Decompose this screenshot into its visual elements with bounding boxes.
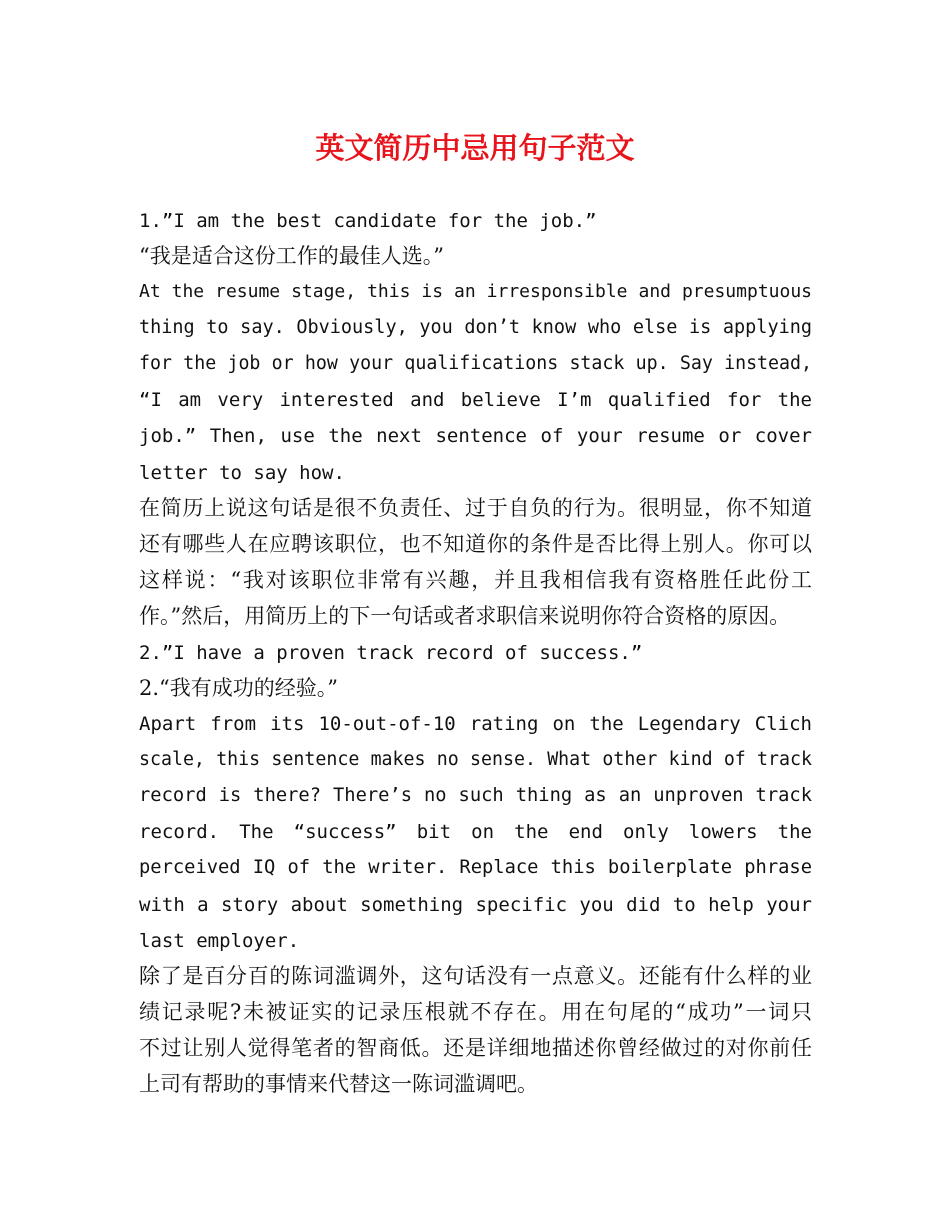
body-line-5: for the job or how your qualifications stack up. Say instead, [139,353,812,374]
body-line-6: “I am very interested and believe I’m qualified for the [139,389,812,411]
body-line-12: 作。”然后，用简历上的下一句话或者求职信来说明你符合资格的原因。 [139,604,791,628]
body-line-24: 不过让别人觉得笔者的智商低。还是详细地描述你曾经做过的对你前任 [139,1036,812,1060]
body-line-14: 2.“我有成功的经验。” [139,676,339,700]
body-line-11: 这样说：“我对该职位非常有兴趣，并且我相信我有资格胜任此份工 [139,568,812,592]
body-line-4: thing to say. Obviously, you don’t know who else is applying [139,317,812,338]
body-line-17: record is there? There’s no such thing as an unproven track [139,785,812,806]
body-line-20: with a story about something specific you did to help your [139,894,812,916]
body-line-13: 2.”I have a proven track record of success.” [139,642,643,664]
body-line-1: 1.”I am the best candidate for the job.” [139,210,597,232]
body-line-15: Apart from its 10-out-of-10 rating on the Legendary Clich [139,713,812,735]
body-line-18: record. The “success” bit on the end only lowers the [139,821,812,843]
body-line-10: 还有哪些人在应聘该职位，也不知道你的条件是否比得上别人。你可以 [139,532,812,556]
body-line-9: 在简历上说这句话是很不负责任、过于自负的行为。很明显，你不知道 [139,496,812,520]
body-line-8: letter to say how. [139,462,345,484]
body-line-25: 上司有帮助的事情来代替这一陈词滥调吧。 [139,1072,538,1096]
body-line-21: last employer. [139,930,300,952]
body-line-22: 除了是百分百的陈词滥调外，这句话没有一点意义。还能有什么样的业 [139,964,812,988]
body-line-19: perceived IQ of the writer. Replace this boilerplate phrase [139,857,812,878]
body-line-16: scale, this sentence makes no sense. What other kind of track [139,749,812,770]
body-line-7: job.” Then, use the next sentence of your resume or cover [139,425,812,447]
body-line-23: 绩记录呢?未被证实的记录压根就不存在。用在句尾的“成功”一词只 [139,1000,812,1024]
document-title: 英文简历中忌用句子范文 [315,131,635,165]
body-line-3: At the resume stage, this is an irresponsible and presumptuous [139,281,812,302]
body-line-2: “我是适合这份工作的最佳人选。” [139,244,444,268]
